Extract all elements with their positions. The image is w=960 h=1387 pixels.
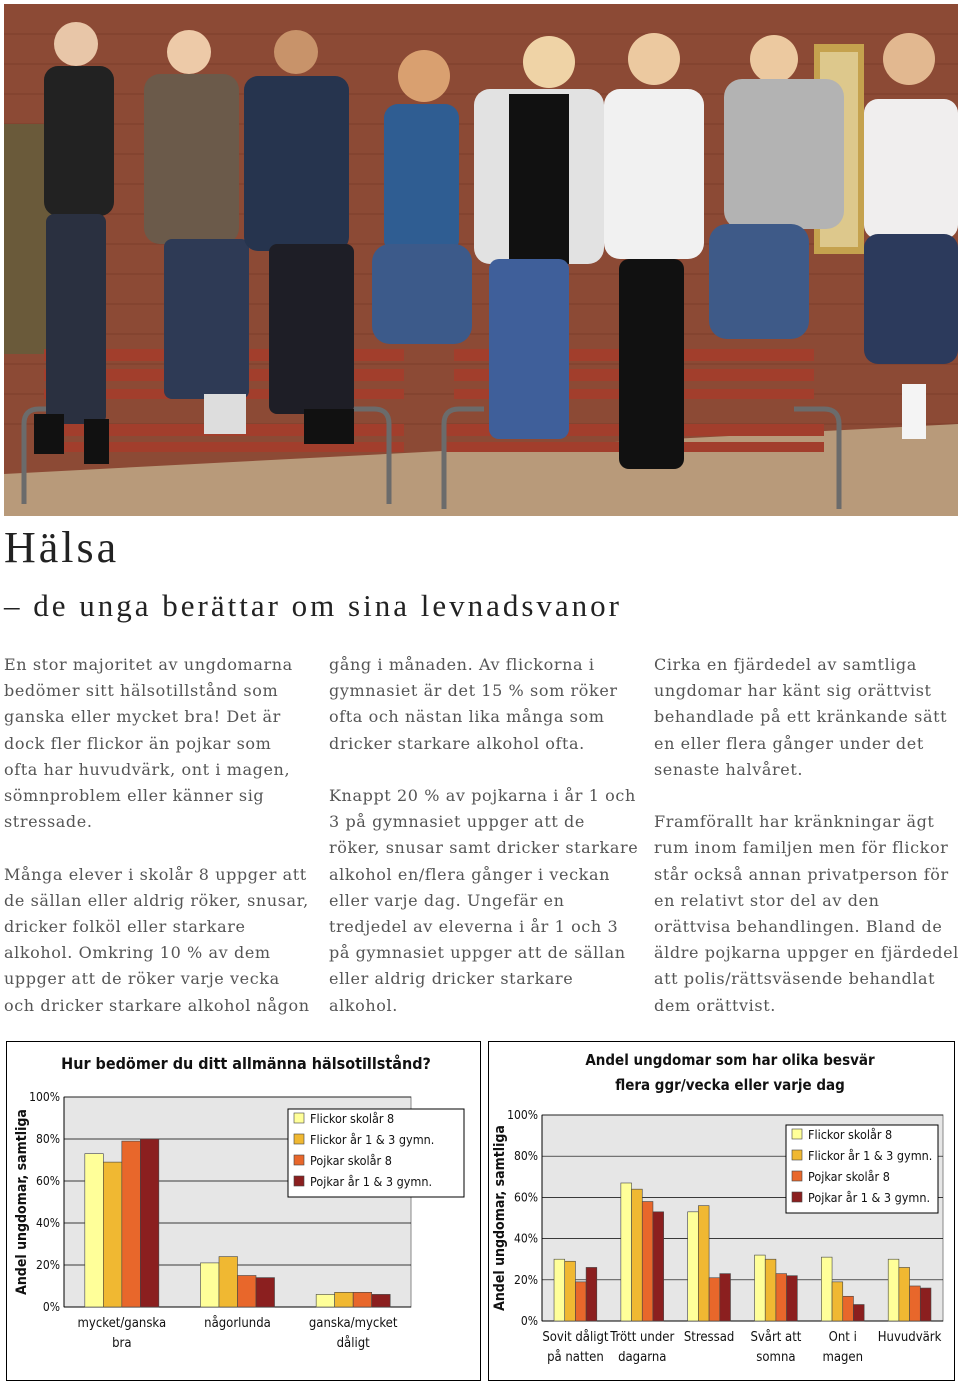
y-axis-label: Andel ungdomar, samtliga bbox=[14, 1109, 30, 1295]
bar bbox=[632, 1189, 643, 1321]
x-tick-label: Huvudvärk bbox=[877, 1330, 942, 1345]
bar bbox=[853, 1305, 864, 1321]
y-tick-label: 0% bbox=[42, 1300, 60, 1314]
bar bbox=[103, 1162, 122, 1307]
y-tick-label: 40% bbox=[514, 1231, 538, 1246]
legend-label: Pojkar skolår 8 bbox=[808, 1169, 890, 1184]
bar bbox=[720, 1274, 731, 1321]
bar bbox=[335, 1292, 354, 1307]
x-tick-label: mycket/ganska bbox=[77, 1316, 167, 1331]
bar bbox=[709, 1278, 720, 1321]
article-column-2 bbox=[329, 652, 639, 1045]
article-column-3 bbox=[654, 652, 960, 1045]
bar bbox=[920, 1288, 931, 1321]
bar bbox=[888, 1259, 899, 1321]
bar bbox=[575, 1282, 586, 1321]
paragraph: En stor majoritet av ungdomarna bedömer sitt hälsotillstånd som ganska eller mycket bra! Det är dock fler flickor än pojkar som ofta har huvudvärk, ont i magen, sömnproblem eller känner sig stressade. bbox=[4, 655, 293, 832]
chart-title: flera ggr/vecka eller varje dag bbox=[615, 1076, 845, 1094]
legend-label: Pojkar skolår 8 bbox=[310, 1153, 392, 1168]
paragraph: Cirka en fjärdedel av samtliga ungdomar har känt sig orättvist behandlade på ett kränkande sätt en eller flera gånger under det senaste halvåret. bbox=[654, 655, 948, 779]
bar bbox=[200, 1263, 219, 1307]
article-column-1 bbox=[4, 652, 310, 1045]
chart-title: Andel ungdomar som har olika besvär bbox=[585, 1051, 875, 1069]
y-tick-label: 100% bbox=[507, 1108, 538, 1122]
x-tick-label: dåligt bbox=[336, 1336, 370, 1351]
legend-swatch bbox=[294, 1113, 304, 1123]
bar bbox=[565, 1261, 576, 1321]
bar bbox=[85, 1154, 104, 1307]
bar bbox=[653, 1212, 664, 1321]
legend-swatch bbox=[792, 1150, 802, 1160]
bar bbox=[776, 1274, 787, 1321]
legend-label: Flickor skolår 8 bbox=[310, 1111, 395, 1126]
bar bbox=[372, 1294, 391, 1307]
bar bbox=[899, 1267, 910, 1321]
paragraph: gång i månaden. Av flickorna i gymnasiet är det 15 % som röker ofta och nästan lika många som dricker starkare alkohol ofta. bbox=[329, 655, 618, 753]
bar bbox=[821, 1257, 832, 1321]
y-tick-label: 80% bbox=[514, 1149, 538, 1164]
bar bbox=[219, 1257, 238, 1307]
x-tick-label: någorlunda bbox=[204, 1316, 271, 1331]
y-tick-label: 20% bbox=[36, 1258, 60, 1272]
bar bbox=[353, 1292, 372, 1307]
bar bbox=[256, 1278, 275, 1307]
complaints-chart bbox=[488, 1041, 955, 1381]
bar bbox=[554, 1259, 565, 1321]
group-photo bbox=[4, 4, 958, 516]
legend-label: Pojkar år 1 & 3 gymn. bbox=[310, 1174, 433, 1189]
y-tick-label: 80% bbox=[36, 1132, 60, 1146]
bar bbox=[238, 1276, 257, 1308]
legend-label: Flickor skolår 8 bbox=[808, 1127, 893, 1142]
legend-swatch bbox=[294, 1134, 304, 1144]
paragraph: Framförallt har kränkningar ägt rum inom familjen men för flickor står också annan privatperson för en relativt stor del av den orättvisa behandlingen. Bland de äldre pojkarna uppger en fjärdedel att polis/rättsväsende behandlat dem orättvist. bbox=[654, 812, 959, 1015]
x-tick-label: somna bbox=[756, 1350, 796, 1365]
legend-swatch bbox=[294, 1176, 304, 1186]
x-tick-label: Stressad bbox=[683, 1330, 735, 1345]
y-axis-label: Andel ungdomar, samtliga bbox=[492, 1125, 508, 1311]
bar bbox=[787, 1276, 798, 1321]
x-tick-label: ganska/mycket bbox=[308, 1316, 398, 1331]
x-tick-label: dagarna bbox=[618, 1350, 667, 1365]
bar bbox=[586, 1267, 597, 1321]
y-tick-label: 20% bbox=[514, 1272, 538, 1287]
chart-svg bbox=[6, 1041, 481, 1381]
x-tick-label: bra bbox=[112, 1336, 132, 1351]
bar bbox=[688, 1212, 699, 1321]
bar bbox=[765, 1259, 776, 1321]
x-tick-label: magen bbox=[822, 1350, 864, 1365]
x-tick-label: Sovit dåligt bbox=[542, 1330, 609, 1345]
bar bbox=[698, 1206, 709, 1321]
chart-svg bbox=[488, 1041, 955, 1381]
paragraph: Många elever i skolår 8 uppger att de sällan eller aldrig röker, snusar, dricker folköl eller starkare alkohol. Omkring 10 % av dem uppger att de röker varje vecka och dricker starkare alkohol någon bbox=[4, 864, 310, 1015]
legend-label: Pojkar år 1 & 3 gymn. bbox=[808, 1190, 931, 1205]
x-tick-label: Ont i bbox=[828, 1330, 857, 1345]
y-tick-label: 60% bbox=[36, 1174, 60, 1188]
y-tick-label: 40% bbox=[36, 1216, 60, 1230]
health-rating-chart bbox=[6, 1041, 481, 1381]
legend-swatch bbox=[792, 1171, 802, 1181]
page-title: Hälsa bbox=[4, 523, 120, 572]
bar bbox=[621, 1183, 632, 1321]
page-subtitle: – de unga berättar om sina levnadsvanor bbox=[4, 588, 622, 623]
legend-swatch bbox=[294, 1155, 304, 1165]
y-tick-label: 0% bbox=[520, 1314, 538, 1328]
x-tick-label: på natten bbox=[547, 1350, 604, 1365]
bar bbox=[843, 1296, 854, 1321]
bar bbox=[755, 1255, 766, 1321]
bar bbox=[316, 1294, 335, 1307]
y-tick-label: 100% bbox=[29, 1090, 60, 1104]
legend-label: Flickor år 1 & 3 gymn. bbox=[808, 1148, 933, 1163]
legend-swatch bbox=[792, 1192, 802, 1202]
y-tick-label: 60% bbox=[514, 1190, 538, 1205]
bar bbox=[122, 1141, 141, 1307]
chart-title: Hur bedömer du ditt allmänna hälsotillstånd? bbox=[61, 1054, 431, 1073]
legend-label: Flickor år 1 & 3 gymn. bbox=[310, 1132, 435, 1147]
bar bbox=[910, 1286, 921, 1321]
bar bbox=[832, 1282, 843, 1321]
x-tick-label: Svårt att bbox=[750, 1330, 802, 1345]
x-tick-label: Trött under bbox=[610, 1330, 675, 1345]
paragraph: Knappt 20 % av pojkarna i år 1 och 3 på gymnasiet uppger att de röker, snusar samt dricker starkare alkohol en/flera gånger i veckan eller varje dag. Ungefär en tredjedel av eleverna i år 1 och 3 på gymnasiet uppger att de sällan eller aldrig dricker starkare alkohol. bbox=[329, 786, 639, 1015]
bar bbox=[642, 1202, 653, 1321]
bar bbox=[140, 1139, 159, 1307]
legend-swatch bbox=[792, 1129, 802, 1139]
